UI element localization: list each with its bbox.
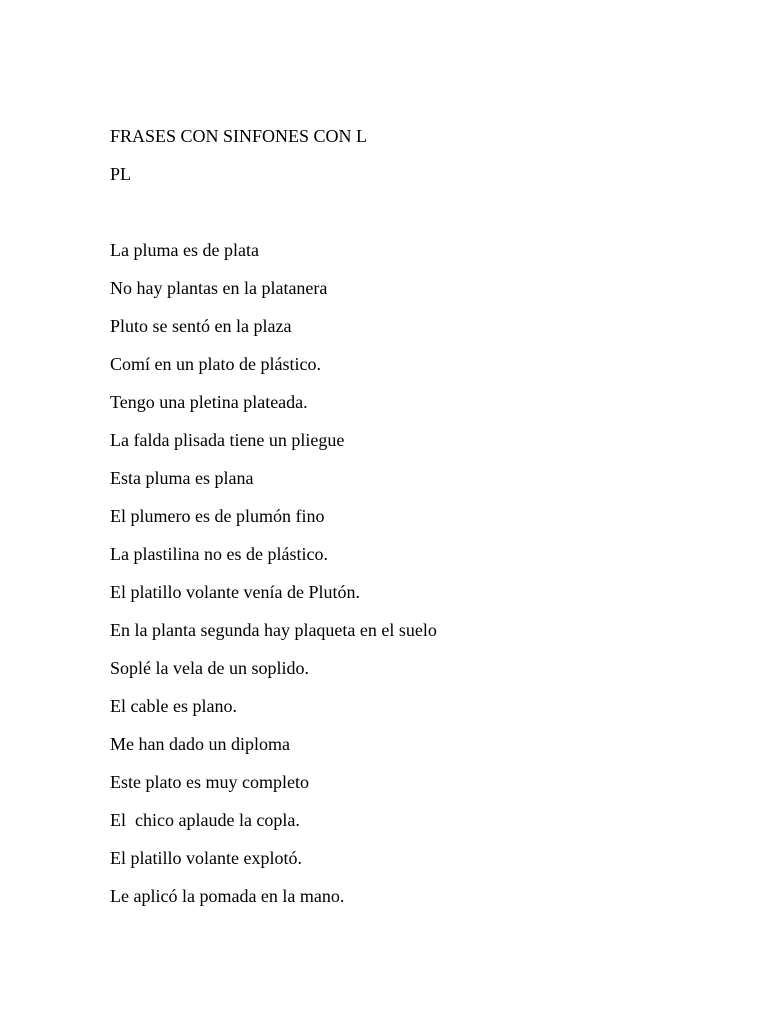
sentence-line: Esta pluma es plana <box>110 468 254 488</box>
document-title: FRASES CON SINFONES CON L <box>110 126 368 146</box>
sentence-line: Le aplicó la pomada en la mano. <box>110 886 345 906</box>
sentence-line: En la planta segunda hay plaqueta en el suelo <box>110 620 437 640</box>
sentence-line: Tengo una pletina plateada. <box>110 392 308 412</box>
sentence-line: Pluto se sentó en la plaza <box>110 316 292 336</box>
sentence-line: El platillo volante explotó. <box>110 848 302 868</box>
document-subtitle: PL <box>110 164 132 184</box>
sentence-line: Comí en un plato de plástico. <box>110 354 321 374</box>
sentence-line: La pluma es de plata <box>110 240 259 260</box>
sentence-line: La plastilina no es de plástico. <box>110 544 328 564</box>
sentence-line: Soplé la vela de un soplido. <box>110 658 309 678</box>
sentence-line: Este plato es muy completo <box>110 772 309 792</box>
sentence-line: No hay plantas en la platanera <box>110 278 328 298</box>
sentence-line: Me han dado un diploma <box>110 734 290 754</box>
sentence-line: La falda plisada tiene un pliegue <box>110 430 345 450</box>
sentence-line: El cable es plano. <box>110 696 237 716</box>
sentence-line: El chico aplaude la copla. <box>110 810 300 830</box>
sentence-line: El platillo volante venía de Plutón. <box>110 582 360 602</box>
sentence-line: El plumero es de plumón fino <box>110 506 325 526</box>
